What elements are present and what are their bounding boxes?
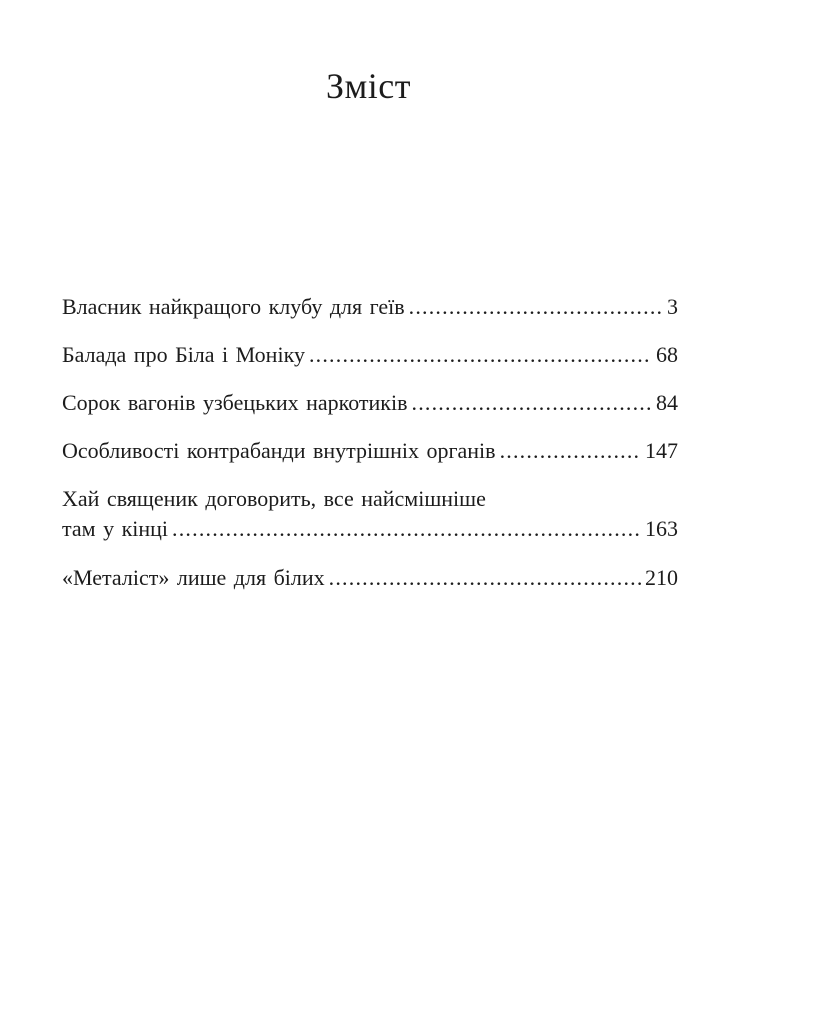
toc-entry-title-block	[62, 292, 667, 322]
toc-page-number: 210	[645, 565, 678, 590]
toc-page-number: 84	[656, 390, 678, 415]
table-of-contents	[62, 292, 678, 611]
toc-entry-line	[62, 563, 645, 593]
toc-entry-line	[62, 436, 645, 466]
toc-entry[interactable]	[62, 563, 678, 593]
toc-entry[interactable]	[62, 292, 678, 322]
toc-entry-title-line-2: там у кінці	[62, 516, 169, 541]
toc-dot-leader	[500, 436, 641, 466]
toc-entry-title: «Металіст» лише для білих	[62, 565, 325, 590]
toc-dot-leader	[329, 563, 641, 593]
toc-entry-line	[62, 388, 656, 418]
toc-entry-title-block	[62, 563, 645, 593]
toc-entry-title-block	[62, 484, 645, 544]
toc-page-number: 163	[645, 516, 678, 541]
toc-entry[interactable]	[62, 388, 678, 418]
toc-entry-title: Особливості контрабанди внутрішніх органів	[62, 438, 496, 463]
toc-dot-leader	[172, 514, 641, 544]
toc-entry-title-block	[62, 388, 656, 418]
toc-page-number: 68	[656, 342, 678, 367]
toc-entry-title-block	[62, 340, 656, 370]
toc-page-number: 3	[667, 294, 678, 319]
toc-entry[interactable]	[62, 484, 678, 544]
toc-dot-leader	[409, 292, 663, 322]
page-title: Зміст	[325, 66, 412, 106]
toc-entry-title: Власник найкращого клубу для геїв	[62, 294, 405, 319]
toc-entry-title: Балада про Біла і Моніку	[62, 342, 305, 367]
toc-entry-line	[62, 292, 667, 322]
toc-entry-title: Сорок вагонів узбецьких наркотиків	[62, 390, 408, 415]
toc-entry-line	[62, 514, 645, 544]
toc-page-number: 147	[645, 438, 678, 463]
toc-entry-title-block	[62, 436, 645, 466]
toc-dot-leader	[412, 388, 653, 418]
toc-entry[interactable]	[62, 436, 678, 466]
toc-dot-leader	[309, 340, 652, 370]
toc-entry[interactable]	[62, 340, 678, 370]
toc-entry-title-line-1: Хай священик договорить, все найсмішніше	[62, 486, 486, 511]
toc-entry-line	[62, 340, 656, 370]
